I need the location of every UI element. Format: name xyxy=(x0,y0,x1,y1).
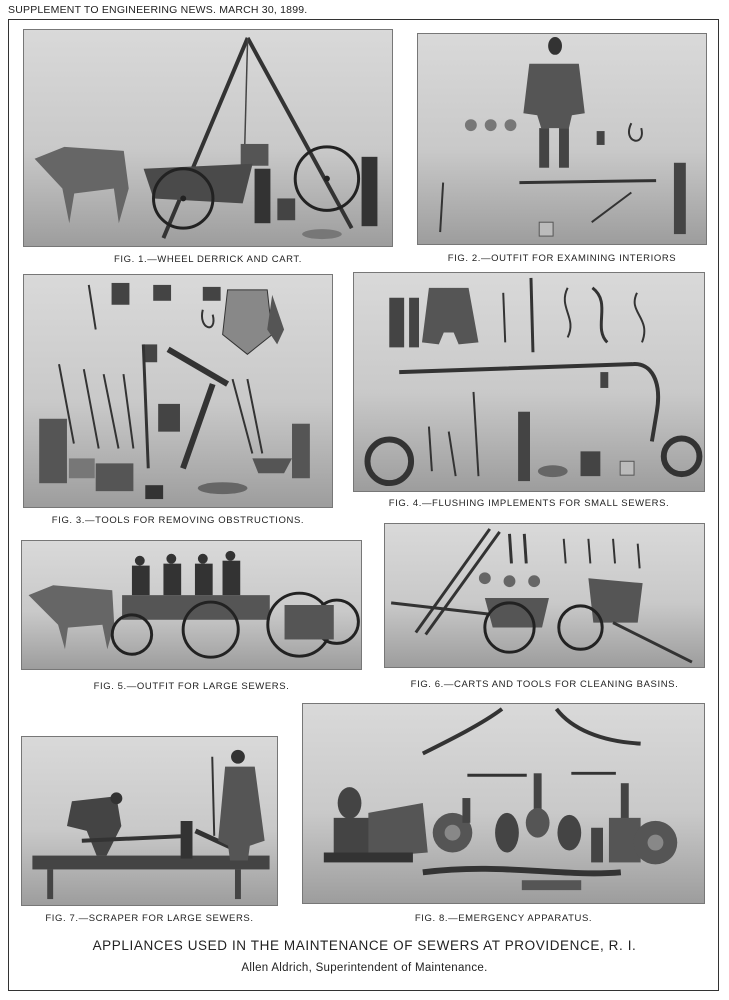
scraper-illustration xyxy=(22,737,277,905)
figure-2-caption: FIG. 2.—OUTFIT FOR EXAMINING INTERIORS xyxy=(447,253,677,264)
figure-6-photo xyxy=(384,523,705,668)
plate-title: APPLIANCES USED IN THE MAINTENANCE OF SEWERS AT PROVIDENCE, R. I. xyxy=(92,938,637,953)
figure-1-photo xyxy=(23,29,393,247)
basin-cleaning-carts-illustration xyxy=(385,524,704,667)
figure-4-caption: FIG. 4.—FLUSHING IMPLEMENTS FOR SMALL SEWERS. xyxy=(388,498,670,509)
obstruction-tools-illustration xyxy=(24,275,332,507)
figure-8-caption: FIG. 8.—EMERGENCY APPARATUS. xyxy=(414,913,593,924)
interior-inspection-outfit-illustration xyxy=(418,34,706,244)
emergency-apparatus-illustration xyxy=(303,704,704,903)
figure-5-caption: FIG. 5.—OUTFIT FOR LARGE SEWERS. xyxy=(93,681,290,692)
figure-2-photo xyxy=(417,33,707,245)
figure-6-caption: FIG. 6.—CARTS AND TOOLS FOR CLEANING BASINS. xyxy=(410,679,679,690)
wheel-derrick-cart-illustration xyxy=(24,30,392,246)
large-sewer-outfit-illustration xyxy=(22,541,361,669)
figure-1-caption: FIG. 1.—WHEEL DERRICK AND CART. xyxy=(113,254,303,265)
figure-8-photo xyxy=(302,703,705,904)
figure-7-photo xyxy=(21,736,278,906)
page-header: SUPPLEMENT TO ENGINEERING NEWS. MARCH 30, 1899. xyxy=(8,4,308,16)
flushing-implements-illustration xyxy=(354,273,704,491)
figure-7-caption: FIG. 7.—SCRAPER FOR LARGE SEWERS. xyxy=(45,913,254,924)
figure-3-caption: FIG. 3.—TOOLS FOR REMOVING OBSTRUCTIONS. xyxy=(51,515,305,526)
figure-4-photo xyxy=(353,272,705,492)
figure-3-photo xyxy=(23,274,333,508)
figure-5-photo xyxy=(21,540,362,670)
plate-subtitle: Allen Aldrich, Superintendent of Maintenance. xyxy=(241,962,488,974)
